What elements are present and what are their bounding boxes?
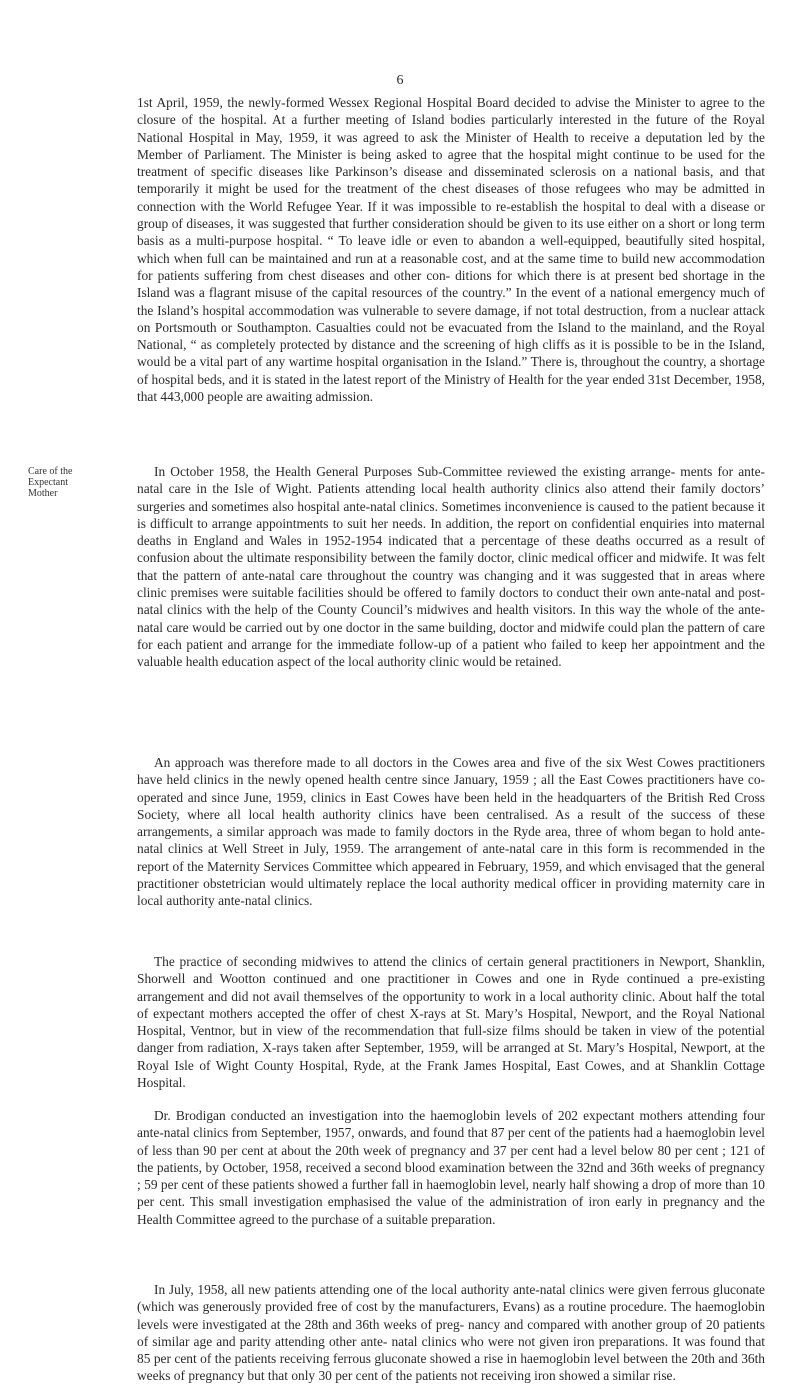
paragraph-hospital-closure: 1st April, 1959, the newly-formed Wessex Regional Hospital Board decided to advise the Minister to agree to the closure of the hospital. At a further meeting of Island bodies particularly interested in the future of the Royal National Hospital in May, 1959, it was agreed to ask the Minister of Health to receive a deputation led by the Member of Parliament. The Minister is being asked to agree that the hospital might continue to be used for the treatment of specific diseases like Parkinson’s disease and disseminated sclerosis on a national basis, and that temporarily it might be used for the treatment of the chest diseases of those refugees who may be admitted in connection with the World Refugee Year. If it was impossible to re-establish the hospital to deal with a disease or group of diseases, it was suggested that further consideration should be given to its use either on a short or long term basis as a multi-purpose hospital. “ To leave idle or even to abandon a well-equipped, beautifully sited hospital, which when full can be maintained and run at a reasonable cost, and at the same time to build new accommodation for patients suffering from chest diseases and other con- ditions for which there is at present bed shortage in the Island was a flagrant misuse of the capital resources of the country.” In the event of a national emergency much of the Island’s hospital accommodation was vulnerable to severe damage, if not total destruction, from a nuclear attack on Portsmouth or Southampton. Casualties could not be evacuated from the Island to the mainland, and the Royal National, “ as completely protected by distance and the screening of high cliffs as it is possible to be in the Island, would be a vital part of any wartime hospital organisation in the Island.” There is, throughout the country, a shortage of hospital beds, and it is stated in the latest report of the Ministry of Health for the year ended 31st December, 1958, that 443,000 people are awaiting admission.: [137, 95, 765, 405]
side-note-line: Mother: [28, 488, 58, 499]
page-number: 6: [396, 73, 404, 88]
paragraph-ante-natal-review: In October 1958, the Health General Purposes Sub-Committee reviewed the existing arrange- ments for ante-natal care in the Isle of Wight. Patients attending local health authority clinics also attend their family doctors’ surgeries and sometimes also hospital ante-natal clinics. Sometimes inconvenience is caused to the patient because it is difficult to arrange appointments to suit her needs. In addition, the report on confidential enquiries into maternal deaths in England and Wales in 1952-1954 indicated that a percentage of these deaths occurred as a result of confusion about the ultimate responsibility between the family doctor, clinic medical officer and midwife. It was felt that the pattern of ante-natal care throughout the country was changing and it was suggested that in areas where clinic premises were suitable facilities should be offered to family doctors to conduct their own ante-natal and post-natal clinics with the help of the County Council’s midwives and health visitors. In this way the whole of the ante-natal care would be carried out by one doctor in the same building, doctor and midwife could plan the pattern of care for each patient and arrange for the immediate follow-up of a patient who failed to keep her appointment and the valuable health education aspect of the local authority clinic would be retained.: [137, 464, 765, 670]
paragraph-cowes-approach: An approach was therefore made to all doctors in the Cowes area and five of the six West Cowes practitioners have held clinics in the newly opened health centre since January, 1959 ; all the East Cowes practitioners have co-operated and since June, 1959, clinics in East Cowes have been held in the headquarters of the British Red Cross Society, where all local health authority clinics have been centralised. As a result of the success of these arrangements, a similar approach was made to family doctors in the Ryde area, three of whom began to hold ante-natal clinics at Well Street in July, 1959. The arrangement of ante-natal care in this form is recommended in the report of the Maternity Services Committee which appeared in February, 1959, and which envisaged that the general practitioner obstetrician would ultimately replace the local authority medical officer in providing maternity care in local authority ante-natal clinics.: [137, 755, 765, 909]
side-note-line: Care of the: [28, 466, 73, 477]
side-note-care-of-expectant-mother: [28, 466, 118, 499]
paragraph-ferrous-gluconate: In July, 1958, all new patients attending one of the local authority ante-natal clinics were given ferrous gluconate (which was generously provided free of cost by the manufacturers, Evans) as a routine procedure. The haemoglobin levels were investigated at the 28th and 36th weeks of preg- nancy and compared with another group of 20 patients of similar age and parity attending other ante- natal clinics who were not given iron preparations. It was found that 85 per cent of the patients receiving ferrous gluconate showed a rise in haemoglobin level between the 20th and 36th weeks of pregnancy but that only 30 per cent of the patients not receiving iron showed a similar rise.: [137, 1282, 765, 1384]
paragraph-seconding-midwives: The practice of seconding midwives to attend the clinics of certain general practitioners in Newport, Shanklin, Shorwell and Wootton continued and one practitioner in Cowes and one in Ryde continued a pre-existing arrangement and did not avail themselves of the opportunity to work in a local authority clinic. About half the total of expectant mothers accepted the offer of chest X-rays at St. Mary’s Hospital, Newport, and the Royal National Hospital, Ventnor, but in view of the recommendation that full-size films should be taken in view of the potential danger from radiation, X-rays taken after September, 1959, will be arranged at St. Mary’s Hospital, Newport, at the Royal Isle of Wight County Hospital, Ryde, at the Frank James Hospital, East Cowes, and at Shanklin Cottage Hospital.: [137, 954, 765, 1091]
paragraph-haemoglobin-investigation: Dr. Brodigan conducted an investigation into the haemoglobin levels of 202 expectant mothers attending four ante-natal clinics from September, 1957, onwards, and found that 87 per cent of the patients had a haemoglobin level of less than 90 per cent at about the 20th week of pregnancy and 37 per cent had a level below 80 per cent ; 121 of the patients, by October, 1958, received a second blood examination between the 32nd and 36th weeks of pregnancy ; 59 per cent of these patients showed a further fall in haemoglobin level, nearly half showing a drop of more than 10 per cent. This small investigation emphasised the value of the administration of iron early in pregnancy and the Health Committee agreed to the purchase of a suitable preparation.: [137, 1108, 765, 1227]
side-note-line: Expectant: [28, 477, 68, 488]
